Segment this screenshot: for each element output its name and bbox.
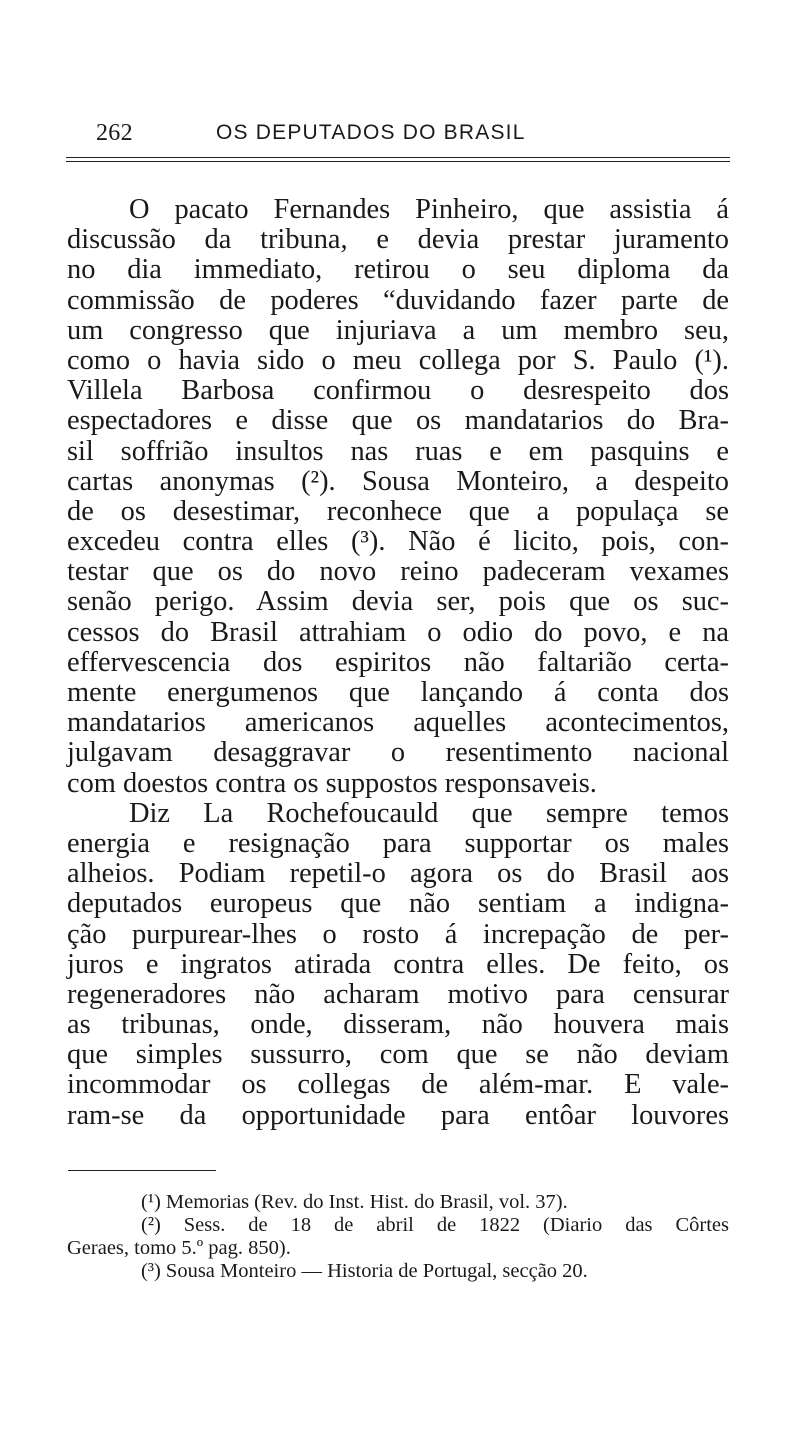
text-line: que simples sussurro, com que se não deviam	[67, 1039, 729, 1071]
text-line: ção purpurear-lhes o rosto á increpação de per-	[67, 918, 729, 950]
page-number: 262	[96, 120, 133, 146]
text-line: cartas anonymas (²). Sousa Monteiro, a despeito	[67, 465, 729, 497]
text-line: no dia immediato, retirou o seu diploma da	[67, 254, 729, 286]
text-line: com doestos contra os suppostos responsaveis.	[67, 767, 597, 799]
text-line: de os desestimar, reconhece que a populaça se	[67, 495, 729, 527]
text-line: Diz La Rochefoucauld que sempre temos	[129, 797, 729, 829]
text-line: Villela Barbosa confirmou o desrespeito dos	[67, 375, 729, 407]
text-line: deputados europeus que não sentiam a indigna-	[67, 888, 729, 920]
text-line: excedeu contra elles (³). Não é licito, pois, con-	[67, 526, 729, 558]
footnote: (¹) Memorias (Rev. do Inst. Hist. do Brasil, vol. 37).	[141, 1191, 568, 1213]
text-line: commissão de poderes “duvidando fazer parte de	[67, 284, 729, 316]
footnotes	[67, 1191, 729, 1283]
footnote-continuation: Geraes, tomo 5.º pag. 850).	[67, 1237, 291, 1259]
body-text	[67, 195, 729, 1131]
header-rule-bottom	[66, 161, 730, 162]
running-title: OS DEPUTADOS DO BRASIL	[216, 121, 526, 144]
text-line: como o havia sido o meu collega por S. Paulo (¹).	[67, 344, 729, 376]
text-line: testar que os do novo reino padeceram vexames	[67, 556, 729, 588]
text-line: sil soffrião insultos nas ruas e em pasquins e	[67, 435, 729, 467]
footnote: (²) Sess. de 18 de abril de 1822 (Diario das Côrtes	[141, 1214, 729, 1236]
text-line: effervescencia dos espiritos não faltarião certa-	[67, 646, 729, 678]
header-rule-top	[66, 157, 730, 158]
text-line: espectadores e disse que os mandatarios do Bra-	[67, 405, 729, 437]
text-line: as tribunas, onde, disseram, não houvera mais	[67, 1009, 729, 1041]
text-line: incommodar os collegas de além-mar. E vale-	[67, 1069, 729, 1101]
text-line: mandatarios americanos aquelles acontecimentos,	[67, 707, 729, 739]
text-line: O pacato Fernandes Pinheiro, que assistia á	[129, 194, 729, 225]
text-line: energia e resignação para supportar os males	[67, 827, 729, 859]
text-line: um congresso que injuriava a um membro seu,	[67, 314, 729, 346]
text-line: juros e ingratos atirada contra elles. De feito, os	[67, 948, 729, 980]
page-header	[96, 120, 736, 154]
text-line: mente energumenos que lançando á conta dos	[67, 677, 729, 708]
text-line: senão perigo. Assim devia ser, pois que os suc-	[67, 586, 729, 618]
footnote-separator	[68, 1170, 216, 1171]
footnote: (³) Sousa Monteiro — Historia de Portugal, secção 20.	[141, 1260, 588, 1282]
text-line: discussão da tribuna, e devia prestar juramento	[67, 224, 729, 256]
text-line: regeneradores não acharam motivo para censurar	[67, 978, 729, 1010]
text-line: julgavam desaggravar o resentimento nacional	[67, 737, 729, 769]
text-line: ram-se da opportunidade para entôar louvores	[67, 1099, 729, 1131]
text-line: alheios. Podiam repetil-o agora os do Brasil aos	[67, 858, 729, 890]
text-line: cessos do Brasil attrahiam o odio do povo, e na	[67, 616, 729, 648]
